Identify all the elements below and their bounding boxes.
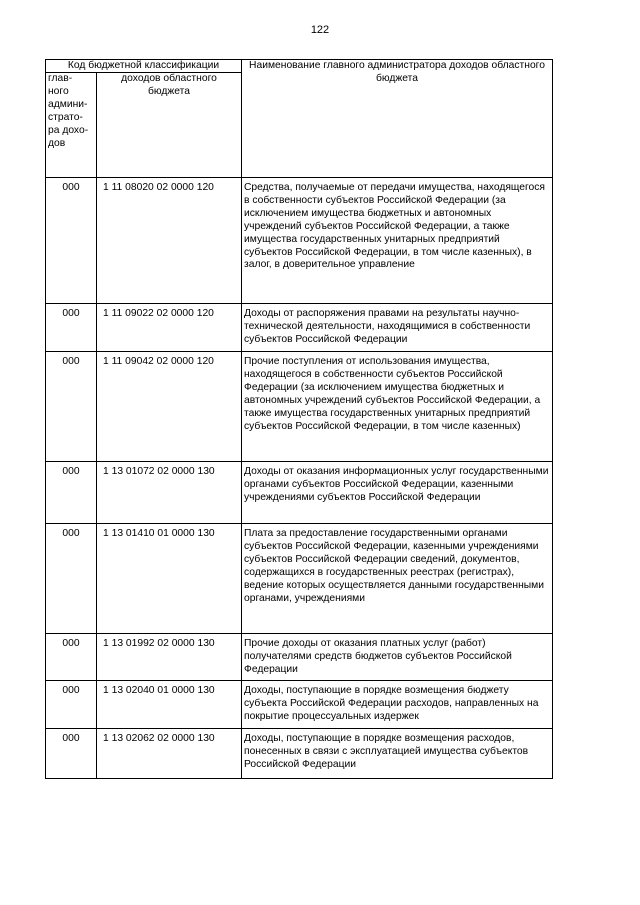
income-name-cell: Прочие доходы от оказания платных услуг (работ) получателями средств бюджетов субъектов Российской Федерации: [242, 634, 553, 681]
income-name-cell: Доходы, поступающие в порядке возмещения бюджету субъекта Российской Федерации расходов, направленных на покрытие процессуальных издержек: [242, 681, 553, 729]
header-row-group: [46, 60, 553, 73]
table-row: [46, 524, 553, 634]
table-row: [46, 729, 553, 779]
admin-code-cell: 000: [46, 524, 97, 634]
income-code-cell: 1 13 02062 02 0000 130: [97, 729, 242, 779]
income-name-cell: Плата за предоставление государственными органами субъектов Российской Федерации, казенными учреждениями субъектов Российской Федерации сведений, документов, содержащихся в государственных реестрах (регистрах), ведение которых осуществляется данными государственными органами, учреждениями: [242, 524, 553, 634]
header-admin-line: админи-: [48, 98, 88, 110]
admin-code-cell: 000: [46, 304, 97, 352]
table-row: [46, 681, 553, 729]
income-code-cell: 1 11 09022 02 0000 120: [97, 304, 242, 352]
table-row: [46, 304, 553, 352]
table-row: [46, 462, 553, 524]
admin-code-cell: 000: [46, 178, 97, 304]
admin-code-cell: 000: [46, 634, 97, 681]
income-name-cell: Средства, получаемые от передачи имущества, находящегося в собственности субъектов Российской Федерации (за исключением имущества бюджетных и автономных учреждений субъектов Российской Федерации, а также имущества государственных унитарных предприятий субъектов Российской Федерации, в том числе казенных), в залог, в доверительное управление: [242, 178, 553, 304]
table-row: [46, 178, 553, 304]
income-code-cell: 1 13 02040 01 0000 130: [97, 681, 242, 729]
budget-classification-table: [45, 59, 553, 779]
income-name-cell: Доходы от распоряжения правами на результаты научно-технической деятельности, находящимися в собственности субъектов Российской Федерации: [242, 304, 553, 352]
admin-code-cell: 000: [46, 681, 97, 729]
page-number: 122: [310, 24, 330, 36]
income-code-cell: 1 13 01410 01 0000 130: [97, 524, 242, 634]
income-code-cell: 1 11 08020 02 0000 120: [97, 178, 242, 304]
admin-code-cell: 000: [46, 352, 97, 462]
admin-code-cell: 000: [46, 462, 97, 524]
header-admin-line: ра дохо-: [48, 124, 89, 136]
header-admin-line: ного: [48, 85, 69, 97]
admin-code-cell: 000: [46, 729, 97, 779]
income-name-cell: Доходы от оказания информационных услуг государственными органами субъектов Российской Федерации, казенными учреждениями субъектов Российской Федерации: [242, 462, 553, 524]
income-code-cell: 1 11 09042 02 0000 120: [97, 352, 242, 462]
header-admin-line: глав-: [48, 73, 73, 84]
header-administrator-name: Наименование главного администратора доходов областного бюджета: [242, 60, 553, 178]
header-budget-classification-code: Код бюджетной классификации: [46, 60, 242, 73]
header-admin-line: страто-: [48, 111, 83, 123]
header-chief-administrator: [46, 73, 97, 178]
header-regional-budget-income: доходов областного бюджета: [97, 73, 242, 178]
income-code-cell: 1 13 01992 02 0000 130: [97, 634, 242, 681]
income-name-cell: Доходы, поступающие в порядке возмещения расходов, понесенных в связи с эксплуатацией имущества субъектов Российской Федерации: [242, 729, 553, 779]
header-admin-line: дов: [48, 137, 66, 149]
income-name-cell: Прочие поступления от использования имущества, находящегося в собственности субъектов Российской Федерации (за исключением имущества бюджетных и автономных учреждений субъектов Российской Федерации, а также имущества государственных унитарных предприятий субъектов Российской Федерации, в том числе казенных): [242, 352, 553, 462]
table-row: [46, 634, 553, 681]
income-code-cell: 1 13 01072 02 0000 130: [97, 462, 242, 524]
table-row: [46, 352, 553, 462]
